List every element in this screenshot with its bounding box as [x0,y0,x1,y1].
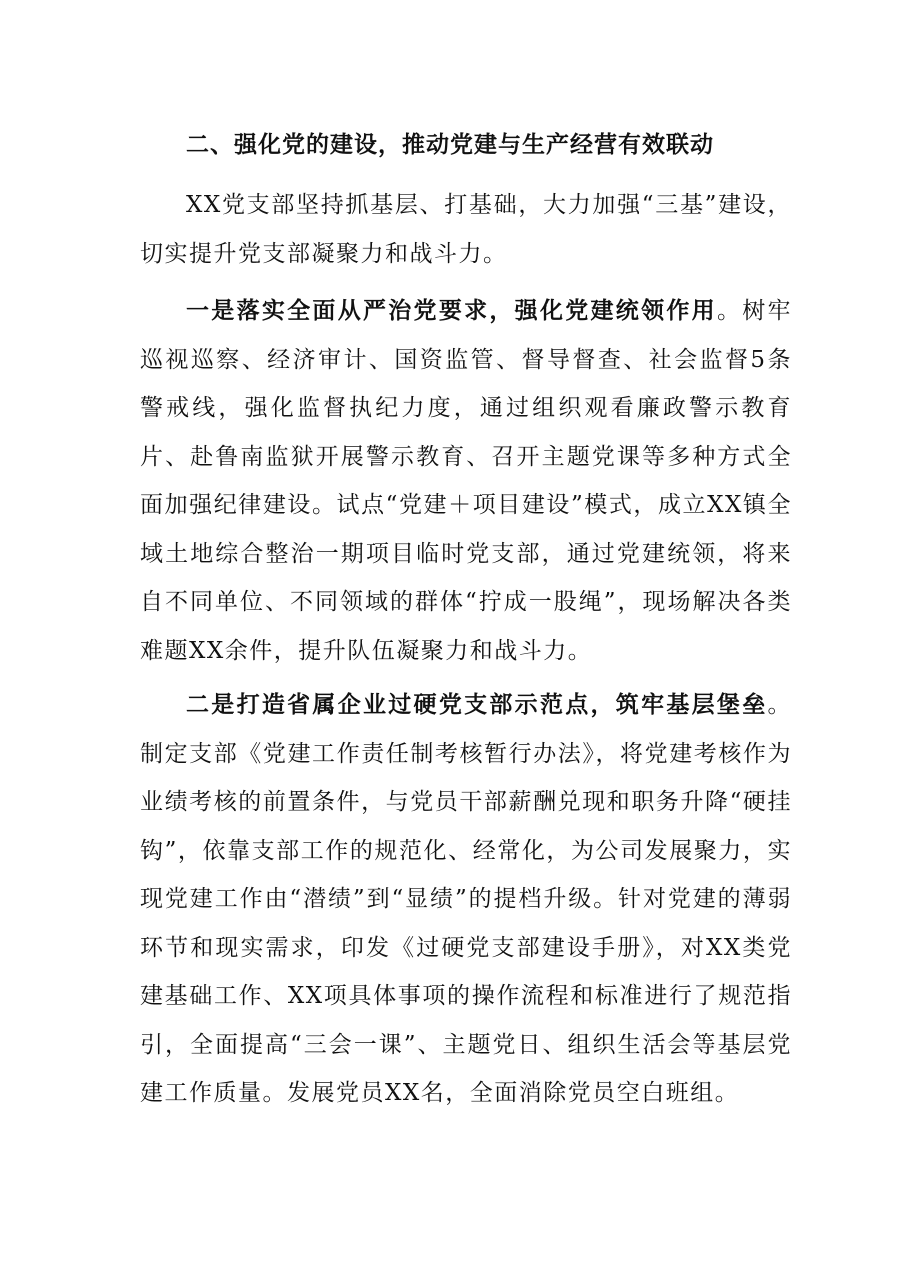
point-one-lead: 一是落实全面从严治党要求，强化党建统领作用 [186,298,717,324]
point-one-paragraph [140,287,792,675]
point-two-paragraph [140,681,792,1118]
point-two-lead: 二是打造省属企业过硬党支部示范点，筑牢基层堡垒 [186,692,768,718]
section-heading: 二、强化党的建设，推动党建与生产经营有效联动 [186,132,714,158]
point-one-body: 。树牢巡视巡察、经济审计、国资监管、督导督查、社会监督5条警戒线，强化监督执纪力度，通过组织观看廉政警示教育片、赴鲁南监狱开展警示教育、召开主题党课等多种方式全面加强纪律建设。试点“党建＋项目建设”模式，成立XX镇全域土地综合整治一期项目临时党支部，通过党建统领，将来自不同单位、不同领域的群体“拧成一股绳”，现场解决各类难题XX余件，提升队伍凝聚力和战斗力。 [140,298,793,664]
intro-paragraph: XX党支部坚持抓基层、打基础，大力加强“三基”建设，切实提升党支部凝聚力和战斗力。 [140,192,792,267]
point-two-body: 。制定支部《党建工作责任制考核暂行办法》，将党建考核作为业绩考核的前置条件，与党员干部薪酬兑现和职务升降“硬挂钩”，依靠支部工作的规范化、经常化，为公司发展聚力，实现党建工作由“潜绩”到“显绩”的提档升级。针对党建的薄弱环节和现实需求，印发《过硬党支部建设手册》，对XX类党建基础工作、XX项具体事项的操作流程和标准进行了规范指引，全面提高“三会一课”、主题党日、组织生活会等基层党建工作质量。发展党员XX名，全面消除党员空白班组。 [140,692,792,1106]
